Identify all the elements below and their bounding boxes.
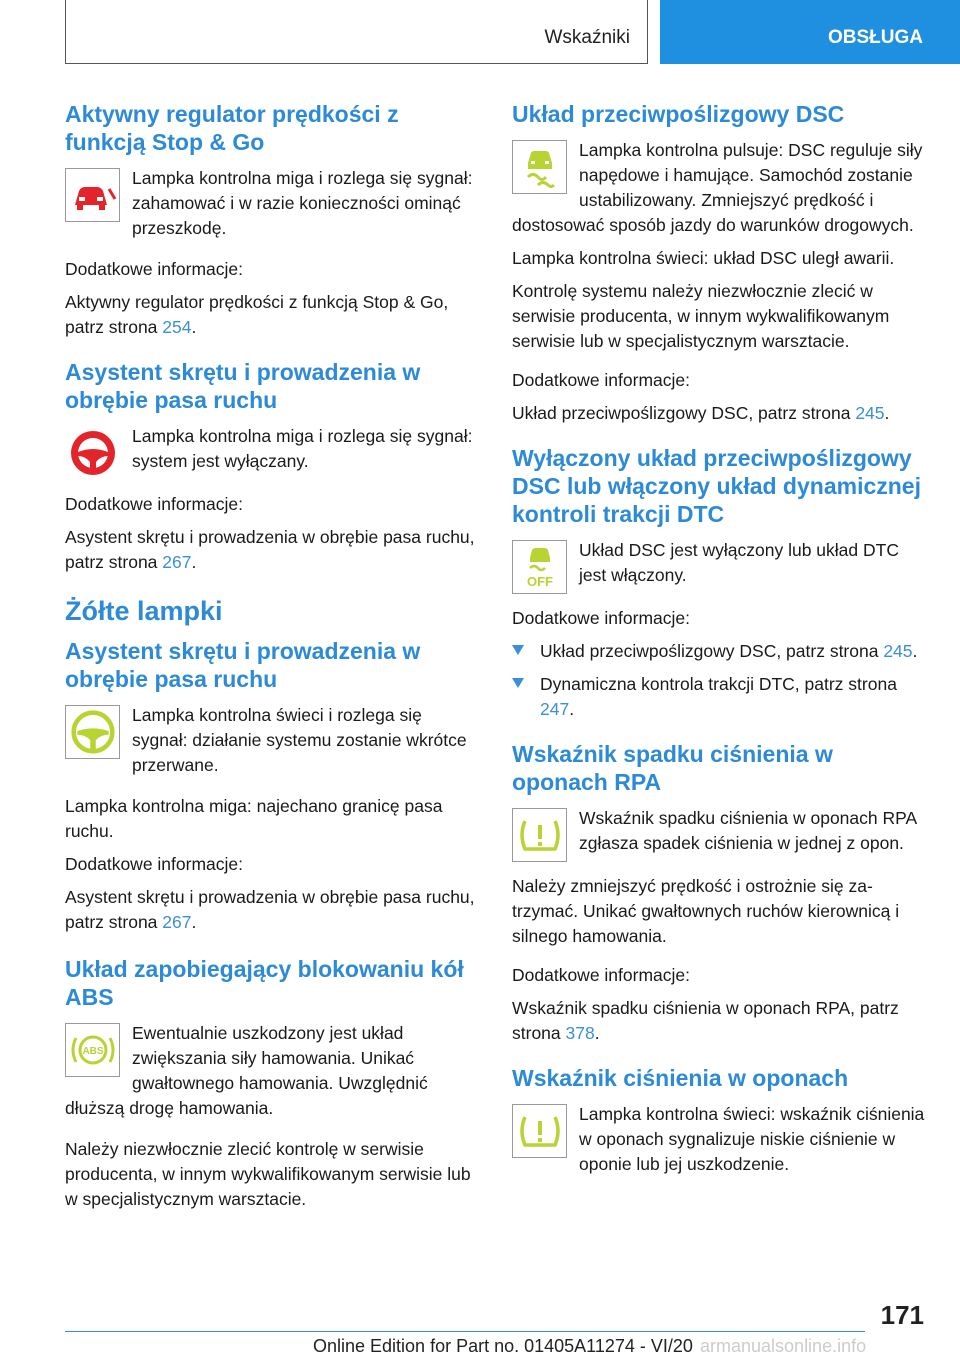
rpa-action-text: Należy zmniejszyć prędkość i ostrożnie się zatrzymać. Unikać gwałtownych ruchów kierownicą i silnego hamowania. xyxy=(512,876,900,946)
lane-yellow-blink-text: Lampka kontrolna miga: najechano granicę pasa ruchu. xyxy=(65,796,443,841)
page-link-378[interactable]: 378 xyxy=(565,1023,595,1043)
watermark: armanualsonline.info xyxy=(700,1336,867,1356)
page-number: 171 xyxy=(880,1300,924,1330)
more-info-label: Dodatkowe informacje: xyxy=(512,370,690,390)
lamp-block-lane-yellow xyxy=(65,703,477,786)
lamp-text-lane-yellow: Lampka kontrolna świeci i rozlega się sygnał: działanie systemu zostanie wkrótce przerwane. xyxy=(132,705,467,775)
dsc-off-icon-label: OFF xyxy=(526,574,553,589)
lamp-block-dsc xyxy=(512,138,930,238)
ref-text: Układ przeciwpoślizgowy DSC, patrz strona xyxy=(512,403,856,423)
ref-text: Wskaźnik spadku ciśnienia w oponach RPA, patrz strona xyxy=(512,998,899,1043)
tire-pressure-yellow-icon xyxy=(512,1104,567,1158)
more-info-label: Dodatkowe informacje: xyxy=(65,494,243,514)
more-info-label: Dodatkowe informacje: xyxy=(65,854,243,874)
lamp-block-dsc-off xyxy=(512,538,930,598)
collision-warning-red-icon xyxy=(65,168,120,222)
page-link-267[interactable]: 267 xyxy=(162,552,192,572)
lamp-text-dsc: Lampka kontrolna pulsuje: DSC reguluje siły napędowe i hamujące. Samochód zostanie ustabilizowany. Zmniejszyć prędkość i dostosować sposób jazdy do warunków drogowych. xyxy=(512,140,923,235)
list-item-text: Układ przeciwpoślizgowy DSC, patrz strona xyxy=(540,641,884,661)
more-info-label: Dodatkowe informacje: xyxy=(65,259,243,279)
header-section-title: Wskaźniki xyxy=(544,27,630,48)
dsc-yellow-icon xyxy=(512,140,567,194)
bullet-arrow-icon xyxy=(512,678,524,688)
tire-pressure-yellow-icon xyxy=(512,808,567,862)
page-link-267[interactable]: 267 xyxy=(162,912,192,932)
lamp-block-acc xyxy=(65,166,477,249)
footer-rule xyxy=(65,1331,865,1332)
page-link-254[interactable]: 254 xyxy=(162,317,192,337)
page-link-245[interactable]: 245 xyxy=(855,403,885,423)
steering-wheel-yellow-icon xyxy=(65,705,120,759)
heading-lane-assist-yellow: Asystent skrętu i prowadzenia w obrębie pasa ruchu xyxy=(65,638,421,692)
dsc-off-yellow-icon xyxy=(512,540,567,594)
heading-yellow-lamps: Żółte lampki xyxy=(65,596,223,626)
ref-lane-yellow: Asystent skrętu i prowadzenia w obrębie pasa ruchu, patrz strona 267. xyxy=(65,887,475,932)
dsc-dtc-reference-list xyxy=(512,639,930,722)
list-item-text: Dynamiczna kontrola trakcji DTC, patrz strona xyxy=(540,674,897,694)
lamp-block-tire-pressure xyxy=(512,1102,930,1185)
heading-dsc-off-dtc: Wyłączony układ przeciwpoślizgowy DSC lub włączony układ dynamicznej kontroli trakcji DTC xyxy=(512,445,921,527)
lamp-text-abs: Ewentualnie uszkodzony jest układ zwiększania siły hamowania. Unikać gwałtownego hamowania. Uwzględnić dłuższą drogę hamowania. xyxy=(65,1023,428,1118)
heading-tire-pressure: Wskaźnik ciśnienia w oponach xyxy=(512,1065,849,1091)
abs-icon-label: ABS xyxy=(81,1046,104,1057)
heading-acc-stop-go: Aktywny regulator prędkości z funkcją Stop & Go xyxy=(65,101,399,155)
more-info-label: Dodatkowe informacje: xyxy=(512,608,690,628)
lamp-block-lane-red xyxy=(65,424,477,484)
lamp-text-lane-red: Lampka kontrolna miga i rozlega się sygnał: system jest wyłączany. xyxy=(132,426,473,471)
page-link-247[interactable]: 247 xyxy=(540,699,570,719)
right-column xyxy=(512,100,930,1193)
dsc-service-text: Kontrolę systemu należy niezwłocznie zlecić w serwisie producenta, w innym wykwalifikowanym serwisie lub w specjalistycznym warsztacie. xyxy=(512,281,890,351)
more-info-label: Dodatkowe informacje: xyxy=(512,965,690,985)
left-column xyxy=(65,100,477,1220)
ref-text: Aktywny regulator prędkości z funkcją Stop & Go, patrz strona xyxy=(65,292,449,337)
ref-text: Asystent skrętu i prowadzenia w obrębie pasa ruchu, patrz strona xyxy=(65,887,475,932)
lamp-text-rpa: Wskaźnik spadku ciśnienia w oponach RPA zgłasza spadek ciśnienia w jednej z opon. xyxy=(579,808,917,853)
ref-rpa: Wskaźnik spadku ciśnienia w oponach RPA, patrz strona 378. xyxy=(512,998,899,1043)
footer-edition: Online Edition for Part no. 01405A11274 - VI/20 xyxy=(313,1336,693,1356)
header-chapter-tab[interactable] xyxy=(660,0,960,64)
ref-dsc: Układ przeciwpoślizgowy DSC, patrz strona 245. xyxy=(512,403,890,423)
bullet-arrow-icon xyxy=(512,645,524,655)
ref-text: Asystent skrętu i prowadzenia w obrębie pasa ruchu, patrz strona xyxy=(65,527,475,572)
dsc-failure-text: Lampka kontrolna świeci: układ DSC uległ awarii. xyxy=(512,248,895,268)
chapter-tab-label: OBSŁUGA xyxy=(828,27,923,48)
heading-lane-assist-red: Asystent skrętu i prowadzenia w obrębie pasa ruchu xyxy=(65,359,421,413)
ref-acc: Aktywny regulator prędkości z funkcją Stop & Go, patrz strona 254. xyxy=(65,292,449,337)
page-link-245[interactable]: 245 xyxy=(883,641,913,661)
abs-yellow-icon xyxy=(65,1023,120,1077)
heading-dsc: Układ przeciwpoślizgowy DSC xyxy=(512,101,845,127)
lamp-text-dsc-off: Układ DSC jest wyłączony lub układ DTC jest włączony. xyxy=(579,540,899,585)
abs-service-text: Należy niezwłocznie zlecić kontrolę w serwisie producenta, w innym wykwalifikowanym serwisie lub w specjalistycznym warsztacie. xyxy=(65,1139,471,1209)
ref-lane-red: Asystent skrętu i prowadzenia w obrębie pasa ruchu, patrz strona 267. xyxy=(65,527,475,572)
list-item: Układ przeciwpoślizgowy DSC, patrz strona 245. xyxy=(512,639,930,664)
lamp-block-rpa xyxy=(512,806,930,866)
steering-wheel-red-icon xyxy=(65,426,120,480)
list-item: Dynamiczna kontrola trakcji DTC, patrz strona 247. xyxy=(512,672,930,722)
lamp-block-abs xyxy=(65,1021,477,1129)
lamp-text-acc: Lampka kontrolna miga i rozlega się sygnał: zahamować i w razie konieczności ominąć przeszkodę. xyxy=(132,168,473,238)
heading-abs: Układ zapobiegający blokowaniu kół ABS xyxy=(65,956,464,1010)
heading-rpa: Wskaźnik spadku ciśnienia w oponach RPA xyxy=(512,741,833,795)
lamp-text-tire-pressure: Lampka kontrolna świeci: wskaźnik ciśnienia w oponach sygnalizuje niskie ciśnienie w oponie lub jej uszkodzenie. xyxy=(579,1104,925,1174)
